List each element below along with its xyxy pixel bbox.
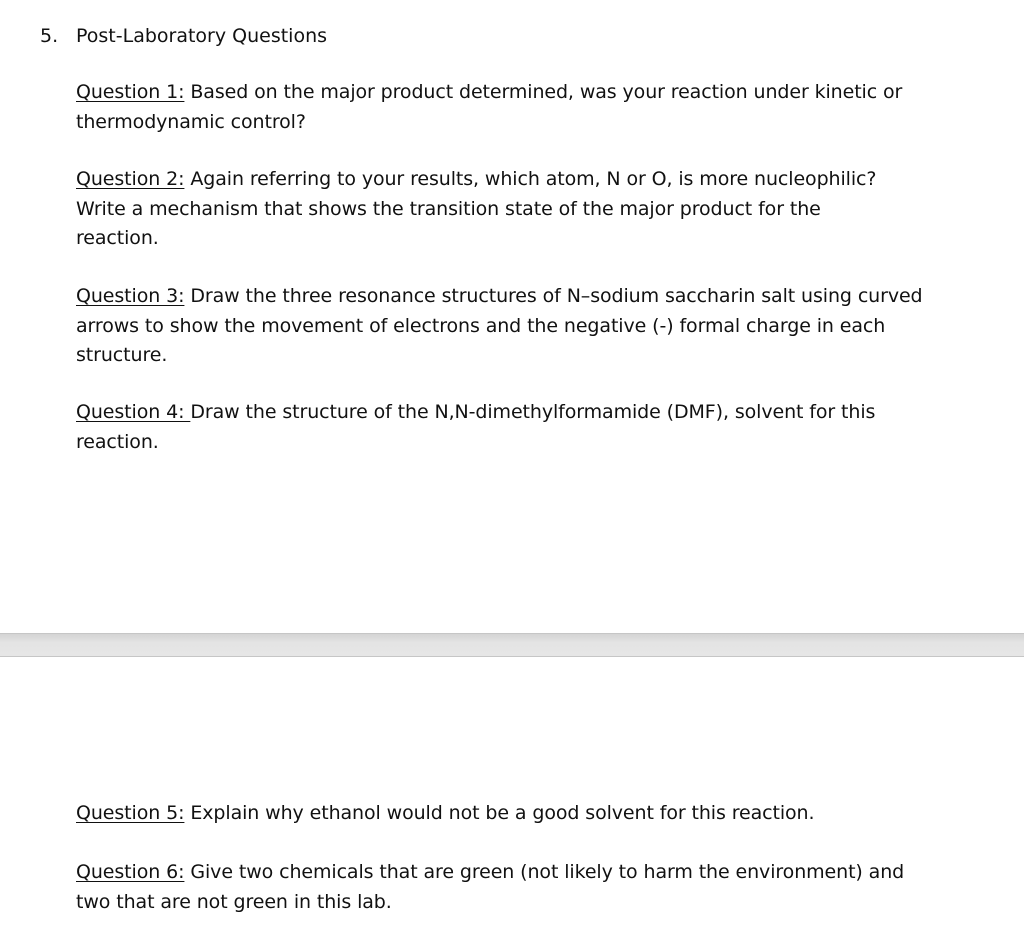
question-5-text: Explain why ethanol would not be a good solvent for this reaction. (190, 802, 815, 824)
question-1 (76, 78, 936, 137)
question-3 (76, 282, 936, 371)
question-1-label: Question 1: (76, 81, 185, 103)
page-break-separator (0, 633, 1024, 657)
section-heading (40, 24, 327, 48)
question-2 (76, 165, 906, 254)
question-3-text: Draw the three resonance structures of N–sodium saccharin salt using curved arrows to show the movement of electrons and the negative (-) formal charge in each structure. (76, 285, 923, 366)
question-4 (76, 398, 916, 457)
section-title: Post-Laboratory Questions (76, 25, 328, 47)
question-6 (76, 858, 936, 917)
question-5-label: Question 5: (76, 802, 185, 824)
question-2-text: Again referring to your results, which atom, N or O, is more nucleophilic? Write a mechanism that shows the transition state of the major product for the reaction. (76, 168, 877, 249)
question-3-label: Question 3: (76, 285, 185, 307)
question-5 (76, 799, 946, 829)
question-6-label: Question 6: (76, 861, 185, 883)
question-6-text: Give two chemicals that are green (not likely to harm the environment) and two that are not green in this lab. (76, 861, 905, 913)
question-4-text: Draw the structure of the N,N-dimethylformamide (DMF), solvent for this reaction. (76, 401, 876, 453)
question-1-text: Based on the major product determined, was your reaction under kinetic or thermodynamic control? (76, 81, 903, 133)
question-2-label: Question 2: (76, 168, 185, 190)
section-number: 5. (40, 25, 59, 47)
question-4-label: Question 4: (76, 401, 191, 423)
